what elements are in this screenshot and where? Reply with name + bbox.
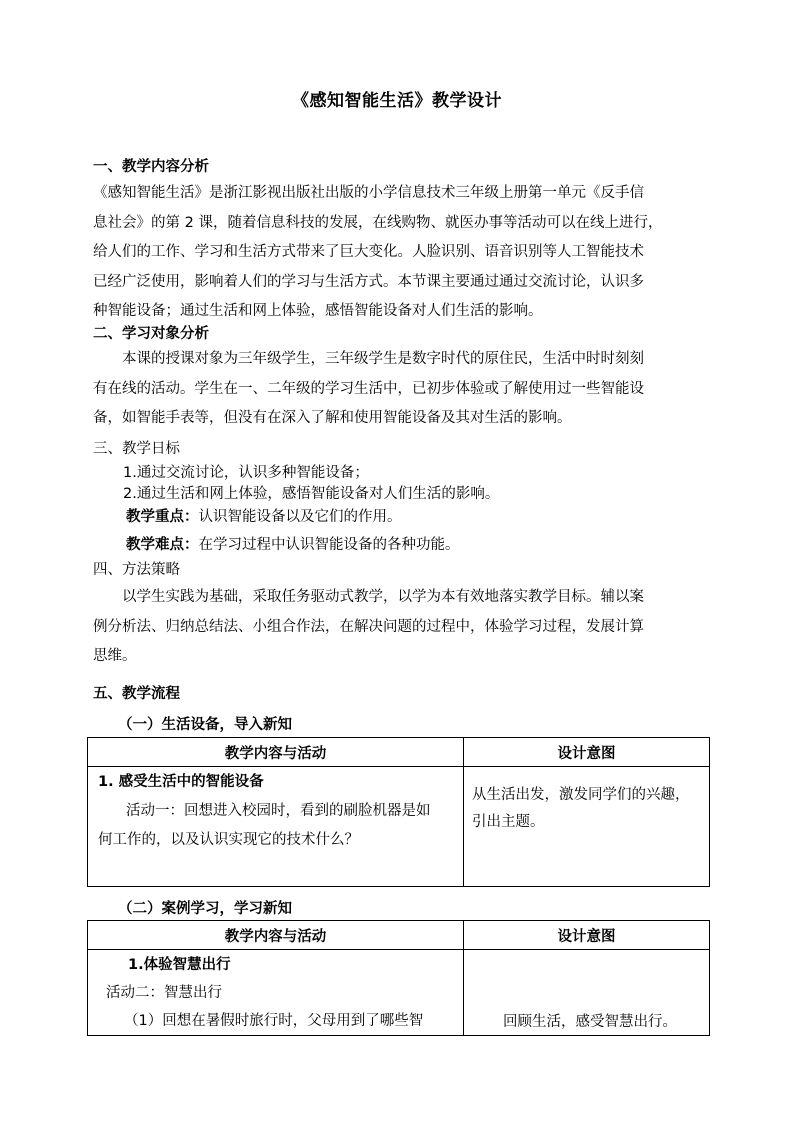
methods-paragraph [93, 583, 703, 672]
column-header-intent: 设计意图 [464, 738, 710, 767]
item-title: 1. 感受生活中的智能设备 [98, 774, 264, 790]
paragraph-line: 例分析法、归纳总结法、小组合作法，在解决问题的过程中，体验学习过程，发展计算 [93, 618, 644, 635]
question-line: （1）回想在暑假时旅行时，父母用到了哪些智 [124, 1013, 424, 1029]
paragraph-line: 《感知智能生活》是浙江影视出版社出版的小学信息技术三年级上册第一单元《反手信 [93, 185, 644, 201]
difficult-point [126, 533, 460, 554]
paragraph-line: 本课的授课对象为三年级学生，三年级学生是数字时代的原住民，生活中时时刻刻 [122, 351, 644, 367]
paragraph-line: 备，如智能手表等，但没有在深入了解和使用智能设备及其对生活的影响。 [93, 410, 572, 426]
table-header-row [88, 738, 710, 767]
document-title: 《感知智能生活》教学设计 [292, 91, 502, 111]
intent-line: 引出主题。 [472, 814, 545, 830]
difficult-point-label: 教学难点： [126, 537, 199, 553]
section-heading-content-analysis: 一、教学内容分析 [93, 159, 209, 175]
key-point [126, 505, 402, 526]
goal-item-2: 2.通过生活和网上体验，感悟智能设备对人们生活的影响。 [123, 486, 500, 502]
part2-subheading: （二）案例学习，学习新知 [118, 901, 292, 917]
activity-line: 活动二：智慧出行 [106, 985, 222, 1001]
content-cell [88, 950, 464, 1036]
column-header-intent: 设计意图 [464, 921, 710, 950]
part1-table [87, 737, 710, 887]
table-row [88, 767, 710, 887]
key-point-text: 认识智能设备以及它们的作用。 [198, 509, 402, 525]
paragraph-line: 以学生实践为基础，采取任务驱动式教学，以学为本有效地落实教学目标。辅以案 [122, 589, 644, 605]
paragraph-line: 给人们的工作、学习和生活方式带来了巨大变化。人脸识别、语音识别等人工智能技术 [93, 244, 644, 260]
item-title: 1.体验智慧出行 [128, 957, 231, 973]
activity-line: 活动一：回想进入校园时，看到的刷脸机器是如 [126, 803, 431, 819]
intent-line: 从生活出发，激发同学们的兴趣， [472, 787, 690, 803]
activity-line: 何工作的，以及认识实现它的技术什么？ [98, 832, 359, 848]
learner-analysis-paragraph [93, 345, 703, 434]
intent-cell [464, 950, 710, 1036]
paragraph-line: 思维。 [93, 648, 137, 664]
section-heading-teaching-process: 五、教学流程 [93, 686, 180, 702]
section-heading-teaching-goals: 三、教学日标 [93, 441, 180, 457]
paragraph-line: 已经广泛使用，影响着人们的学习与生活方式。本节课主要通过通过交流讨论，认识多 [93, 273, 644, 290]
part1-subheading: （一）生活设备，导入新知 [118, 717, 292, 733]
paragraph-line: 种智能设备；通过生活和网上体验，感悟智能设备对人们生活的影响。 [93, 303, 543, 319]
intent-cell [464, 767, 710, 887]
intent-line: 回顾生活，感受智慧出行。 [503, 1014, 677, 1030]
column-header-content: 教学内容与活动 [88, 738, 464, 767]
table-header-row [88, 921, 710, 950]
section-heading-methods: 四、方法策略 [93, 562, 180, 578]
goal-item-1: 1.通过交流讨论，认识多种智能设备； [123, 465, 369, 481]
column-header-content: 教学内容与活动 [88, 921, 464, 950]
difficult-point-text: 在学习过程中认识智能设备的各种功能。 [198, 537, 460, 553]
key-point-label: 教学重点： [126, 509, 199, 525]
section-heading-learner-analysis: 二、学习对象分析 [93, 326, 209, 342]
content-cell [88, 767, 464, 887]
paragraph-line: 有在线的活动。学生在一、二年级的学习生活中，已初步体验或了解使用过一些智能设 [93, 380, 644, 397]
part2-table [87, 920, 710, 1036]
table-row [88, 950, 710, 1036]
paragraph-line: 息社会》的第 2 课，随着信息科技的发展，在线购物、就医办事等活动可以在线上进行， [93, 214, 663, 231]
content-analysis-paragraph [93, 179, 703, 327]
